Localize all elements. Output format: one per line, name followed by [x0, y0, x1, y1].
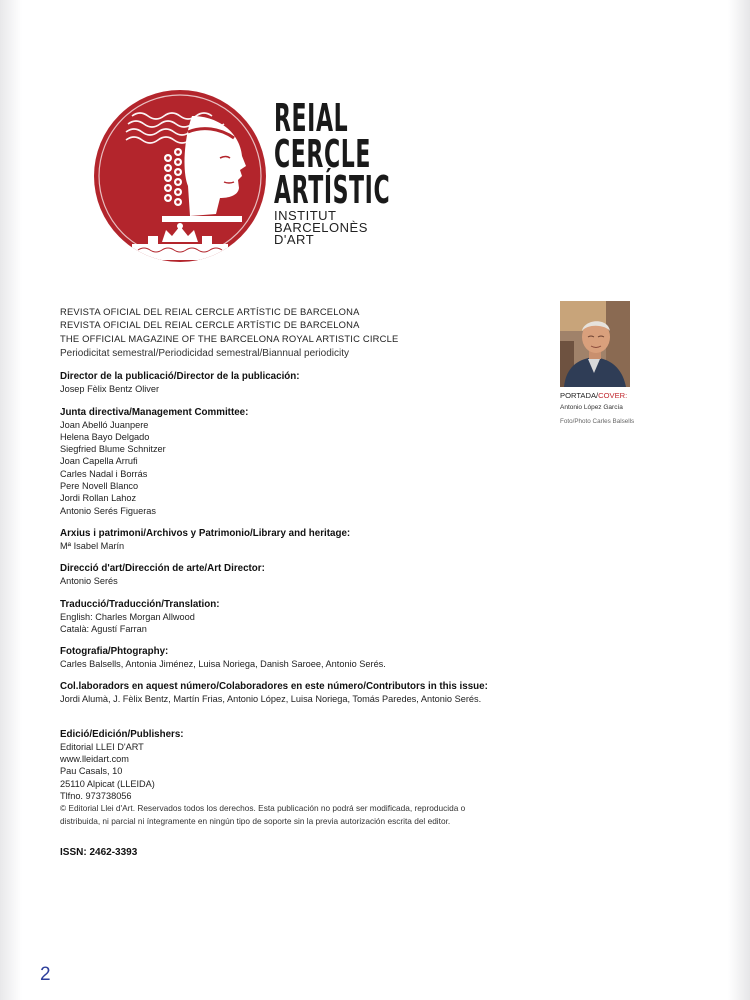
section-heading: Fotografia/Phtography:: [60, 646, 169, 658]
section-item: Jordi Alumà, J. Fèlix Bentz, Martín Frias, Antonio López, Luisa Noriega, Tomás Paredes, Antonio Serés.: [60, 694, 482, 705]
section-heading: Direcció d'art/Dirección de arte/Art Director:: [60, 563, 265, 575]
logo-title-line: REIAL: [274, 96, 349, 140]
section-item: Antonio Serés: [60, 576, 118, 587]
committee-section: [60, 406, 540, 517]
section-item: Joan Abelló Juanpere: [60, 419, 149, 430]
section-item: Mª Isabel Marín: [60, 540, 125, 551]
section-heading: Traducció/Traducción/Translation:: [60, 598, 220, 610]
section-heading: Edició/Edición/Publishers:: [60, 728, 184, 740]
section-item: 25110 Alpicat (LLEIDA): [60, 778, 155, 789]
section-item: Editorial LLEI D'ART: [60, 741, 144, 752]
section-item: Pere Novell Blanco: [60, 481, 139, 492]
cover-label-accent: COVER:: [598, 391, 628, 400]
copyright-line: distribuida, ni parcial ni íntegramente en ningún tipo de soporte sin la previa autorización escrita del editor.: [60, 815, 451, 826]
section-item: Carles Balsells, Antonia Jiménez, Luisa Noriega, Danish Saroee, Antonio Serés.: [60, 659, 386, 670]
archives-section: [60, 527, 540, 552]
cover-photo-credit: Foto/Photo Carles Balsells: [560, 418, 635, 425]
cover-portrait-photo: [560, 301, 630, 387]
publishers-section: [60, 728, 540, 827]
logo-title-line: CERCLE: [274, 132, 371, 176]
section-item: Joan Capella Arrufi: [60, 456, 138, 467]
cover-artist-name: Antonio López García: [560, 404, 623, 411]
page-number: 2: [40, 964, 51, 985]
masthead-line: REVISTA OFICIAL DEL REIAL CERCLE ARTÍSTIC DE BARCELONA: [60, 306, 360, 317]
logo-title-line: ARTÍSTIC: [274, 168, 391, 212]
section-item: Català: Agustí Farran: [60, 623, 147, 634]
section-item: Antonio Serés Figueras: [60, 505, 157, 516]
section-item: Carles Nadal i Borrás: [60, 468, 148, 479]
masthead-line: THE OFFICIAL MAGAZINE OF THE BARCELONA ROYAL ARTISTIC CIRCLE: [60, 332, 399, 344]
logo-subtitle-line: INSTITUT: [274, 208, 337, 223]
section-item: Tlfno. 973738056: [60, 790, 132, 801]
section-heading: Col.laboradors en aquest número/Colaboradores en este número/Contributors in this issue:: [60, 681, 488, 693]
issn: ISSN: 2462-3393: [60, 847, 138, 859]
director-section: [60, 370, 540, 395]
logo-subtitle-line: BARCELONÈS: [274, 220, 368, 235]
cover-label-prefix: PORTADA/: [560, 391, 599, 400]
logo-subtitle-line: D'ART: [274, 232, 315, 247]
masthead-line: REVISTA OFICIAL DEL REIAL CERCLE ARTÍSTIC DE BARCELONA: [60, 319, 360, 331]
copyright-line: © Editorial Llei d'Art. Reservados todos los derechos. Esta publicación no podrá ser modificada, reproducida o: [60, 803, 466, 814]
publisher-website-link[interactable]: www.lleidart.com: [60, 754, 129, 765]
section-heading: Arxius i patrimoni/Archivos y Patrimonio/Library and heritage:: [60, 527, 351, 539]
section-item: Pau Casals, 10: [60, 766, 123, 777]
section-item: Jordi Rollan Lahoz: [60, 493, 137, 504]
greek-profile-emblem-icon: [92, 76, 268, 276]
section-heading: Director de la publicació/Director de la publicación:: [60, 371, 300, 383]
contributors-section: [60, 680, 540, 705]
section-item: Josep Fèlix Bentz Oliver: [60, 384, 160, 395]
photography-section: [60, 645, 540, 670]
art-director-section: [60, 562, 540, 587]
periodicity: Periodicitat semestral/Periodicidad semestral/Biannual periodicity: [60, 347, 350, 359]
section-item: Helena Bayo Delgado: [60, 431, 150, 442]
logo-wordmark: [274, 96, 474, 247]
section-heading: Junta directiva/Management Committee:: [60, 406, 249, 418]
section-item: English: Charles Morgan Allwood: [60, 611, 195, 622]
cover-label: [560, 391, 627, 400]
section-item: Siegfried Blume Schnitzer: [60, 444, 166, 455]
translation-section: [60, 598, 540, 636]
colophon: [60, 305, 540, 858]
